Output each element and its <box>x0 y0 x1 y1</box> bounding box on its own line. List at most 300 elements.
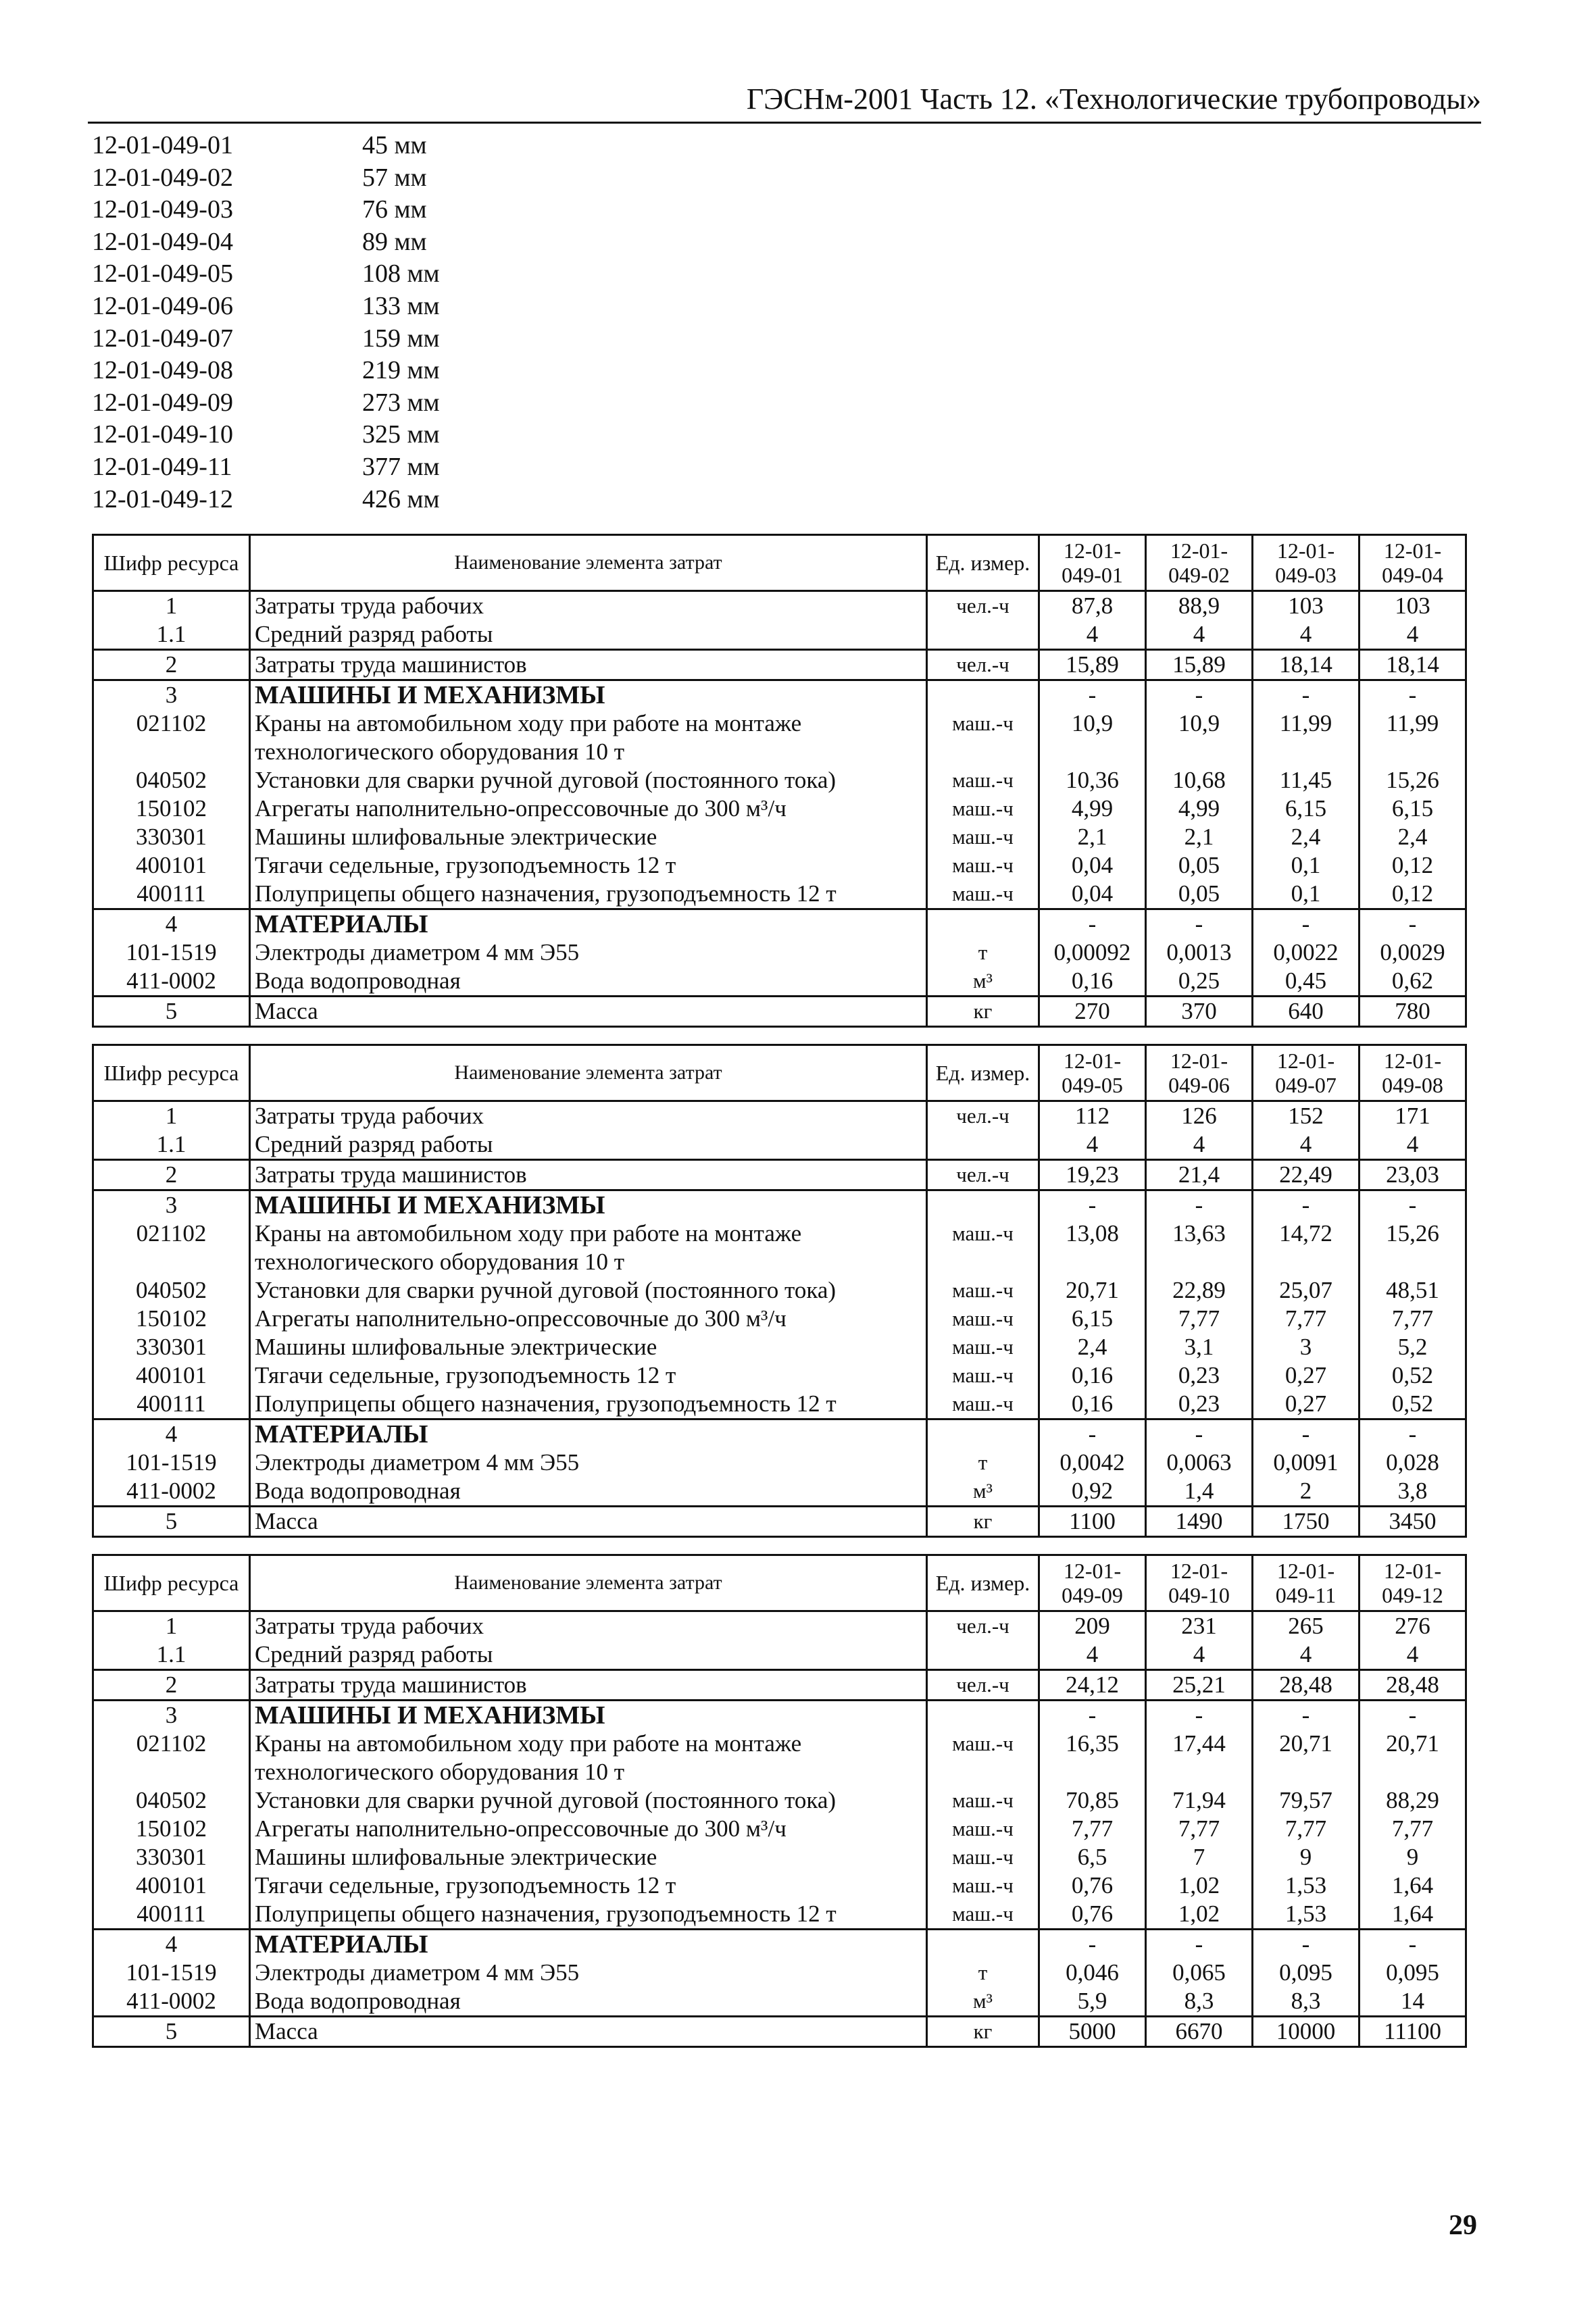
row-code: 400101 <box>93 1871 250 1900</box>
row-value: 11,99 <box>1253 709 1360 766</box>
table-row <box>93 1701 1466 1730</box>
row-name: Агрегаты наполнительно-опрессовочные до 300 м³/ч <box>250 1815 927 1843</box>
row-value: 23,03 <box>1360 1160 1466 1190</box>
row-value: 21,4 <box>1146 1160 1253 1190</box>
row-unit: маш.-ч <box>927 1361 1039 1390</box>
row-name: Машины шлифовальные электрические <box>250 823 927 851</box>
header-column-code: 12-01-049-08 <box>1360 1045 1466 1101</box>
row-name: МАТЕРИАЛЫ <box>250 909 927 939</box>
row-value: 13,63 <box>1146 1219 1253 1276</box>
row-unit: маш.-ч <box>927 1219 1039 1276</box>
row-value: 0,028 <box>1360 1449 1466 1477</box>
row-name: Средний разряд работы <box>250 1130 927 1160</box>
header-name: Наименование элемента затрат <box>250 535 927 591</box>
row-name: Полуприцепы общего назначения, грузоподъемность 12 т <box>250 880 927 909</box>
row-value: 10,68 <box>1146 766 1253 795</box>
header-name: Наименование элемента затрат <box>250 1045 927 1101</box>
table-row <box>93 1611 1466 1641</box>
row-value: 15,89 <box>1039 650 1146 680</box>
row-name: Вода водопроводная <box>250 1477 927 1507</box>
row-unit <box>927 680 1039 710</box>
row-value: - <box>1253 1419 1360 1449</box>
row-unit: т <box>927 938 1039 967</box>
table-row <box>93 1959 1466 1987</box>
row-value: 0,16 <box>1039 1361 1146 1390</box>
row-value: 0,05 <box>1146 851 1253 880</box>
row-value: 4 <box>1146 1640 1253 1670</box>
resource-table <box>92 1554 1467 2048</box>
row-value: 0,52 <box>1360 1390 1466 1419</box>
row-value: 231 <box>1146 1611 1253 1641</box>
table-row <box>93 1130 1466 1160</box>
range-size: 273 мм <box>362 388 440 417</box>
row-unit: маш.-ч <box>927 1843 1039 1871</box>
row-value: 9 <box>1360 1843 1466 1871</box>
range-row <box>92 258 440 291</box>
row-value: 5,9 <box>1039 1987 1146 2017</box>
range-size: 108 мм <box>362 259 440 288</box>
row-unit: маш.-ч <box>927 1815 1039 1843</box>
row-code: 2 <box>93 1160 250 1190</box>
row-value: 0,23 <box>1146 1361 1253 1390</box>
row-code: 1 <box>93 1611 250 1641</box>
row-code: 4 <box>93 1419 250 1449</box>
running-header <box>88 68 1481 124</box>
header-code: Шифр ресурса <box>93 1555 250 1611</box>
row-name: МАШИНЫ И МЕХАНИЗМЫ <box>250 1701 927 1730</box>
row-value: 6,15 <box>1039 1305 1146 1333</box>
row-value: 1,02 <box>1146 1871 1253 1900</box>
row-value: 265 <box>1253 1611 1360 1641</box>
row-value: 780 <box>1360 997 1466 1027</box>
row-value: 4 <box>1146 1130 1253 1160</box>
row-value: 8,3 <box>1146 1987 1253 2017</box>
row-code: 1.1 <box>93 1130 250 1160</box>
range-code: 12-01-049-11 <box>92 452 232 481</box>
row-unit <box>927 1701 1039 1730</box>
row-code: 150102 <box>93 795 250 823</box>
row-unit <box>927 1640 1039 1670</box>
row-value: 20,71 <box>1360 1730 1466 1786</box>
range-code: 12-01-049-08 <box>92 356 233 385</box>
row-name: Тягачи седельные, грузоподъемность 12 т <box>250 1871 927 1900</box>
row-code: 021102 <box>93 1219 250 1276</box>
header-unit: Ед. измер. <box>927 535 1039 591</box>
row-name: Тягачи седельные, грузоподъемность 12 т <box>250 1361 927 1390</box>
range-code: 12-01-049-05 <box>92 259 233 288</box>
row-value: 8,3 <box>1253 1987 1360 2017</box>
header-name: Наименование элемента затрат <box>250 1555 927 1611</box>
row-unit: маш.-ч <box>927 880 1039 909</box>
header-column-code: 12-01-049-01 <box>1039 535 1146 591</box>
row-name: Электроды диаметром 4 мм Э55 <box>250 938 927 967</box>
row-value: 88,29 <box>1360 1786 1466 1815</box>
row-value: 1,64 <box>1360 1900 1466 1930</box>
range-row <box>92 162 440 195</box>
row-value: 209 <box>1039 1611 1146 1641</box>
row-value: 4 <box>1360 620 1466 650</box>
row-value: 1,53 <box>1253 1900 1360 1930</box>
header-column-code: 12-01-049-07 <box>1253 1045 1360 1101</box>
row-unit: маш.-ч <box>927 1390 1039 1419</box>
header-unit: Ед. измер. <box>927 1045 1039 1101</box>
range-size: 426 мм <box>362 484 440 513</box>
row-value: 126 <box>1146 1101 1253 1131</box>
row-value: 3 <box>1253 1333 1360 1361</box>
row-code: 5 <box>93 2017 250 2047</box>
table-row <box>93 1843 1466 1871</box>
row-value: 9 <box>1253 1843 1360 1871</box>
row-value: 1,02 <box>1146 1900 1253 1930</box>
range-size: 45 мм <box>362 131 427 159</box>
row-value: 276 <box>1360 1611 1466 1641</box>
row-value: 7,77 <box>1146 1815 1253 1843</box>
table-row <box>93 766 1466 795</box>
row-value: 71,94 <box>1146 1786 1253 1815</box>
row-value: 16,35 <box>1039 1730 1146 1786</box>
row-name: Машины шлифовальные электрические <box>250 1333 927 1361</box>
range-code: 12-01-049-09 <box>92 388 233 417</box>
row-value: 7,77 <box>1360 1815 1466 1843</box>
row-value: 0,1 <box>1253 851 1360 880</box>
row-value: 28,48 <box>1360 1670 1466 1701</box>
range-row <box>92 226 440 259</box>
row-value: 20,71 <box>1039 1276 1146 1305</box>
table-row <box>93 1276 1466 1305</box>
row-unit: т <box>927 1959 1039 1987</box>
row-unit: маш.-ч <box>927 1900 1039 1930</box>
row-unit: м³ <box>927 967 1039 997</box>
row-value: 17,44 <box>1146 1730 1253 1786</box>
resource-table <box>92 1044 1467 1538</box>
table-header-row <box>93 1045 1466 1101</box>
row-value: 640 <box>1253 997 1360 1027</box>
row-unit: маш.-ч <box>927 823 1039 851</box>
row-value: 4 <box>1146 620 1253 650</box>
row-unit: чел.-ч <box>927 1101 1039 1131</box>
row-unit: м³ <box>927 1477 1039 1507</box>
row-name: МАТЕРИАЛЫ <box>250 1930 927 1959</box>
row-code: 150102 <box>93 1815 250 1843</box>
range-row <box>92 355 440 387</box>
range-list <box>92 130 440 515</box>
row-value: 0,0013 <box>1146 938 1253 967</box>
row-code: 330301 <box>93 1333 250 1361</box>
row-name: Краны на автомобильном ходу при работе на монтаже технологического оборудования 10 т <box>250 1730 927 1786</box>
row-unit: кг <box>927 997 1039 1027</box>
table-row <box>93 1900 1466 1930</box>
range-size: 89 мм <box>362 227 427 256</box>
row-value: 0,76 <box>1039 1900 1146 1930</box>
row-value: 103 <box>1360 591 1466 621</box>
row-value: 0,0042 <box>1039 1449 1146 1477</box>
row-unit <box>927 1130 1039 1160</box>
row-value: 0,04 <box>1039 880 1146 909</box>
row-value: 15,26 <box>1360 766 1466 795</box>
table-row <box>93 1815 1466 1843</box>
range-size: 133 мм <box>362 291 440 320</box>
row-name: Агрегаты наполнительно-опрессовочные до 300 м³/ч <box>250 1305 927 1333</box>
row-unit: маш.-ч <box>927 1276 1039 1305</box>
row-value: 6,5 <box>1039 1843 1146 1871</box>
row-name: Масса <box>250 2017 927 2047</box>
row-name: Затраты труда машинистов <box>250 1160 927 1190</box>
row-value: 48,51 <box>1360 1276 1466 1305</box>
row-value: 270 <box>1039 997 1146 1027</box>
row-name: Электроды диаметром 4 мм Э55 <box>250 1959 927 1987</box>
header-code: Шифр ресурса <box>93 1045 250 1101</box>
table-row <box>93 1305 1466 1333</box>
row-value: - <box>1360 1190 1466 1220</box>
table-row <box>93 1101 1466 1131</box>
row-value: 88,9 <box>1146 591 1253 621</box>
row-name: Затраты труда рабочих <box>250 1611 927 1641</box>
header-column-code: 12-01-049-05 <box>1039 1045 1146 1101</box>
range-code: 12-01-049-07 <box>92 324 233 353</box>
table-row <box>93 1190 1466 1220</box>
range-code: 12-01-049-02 <box>92 163 233 192</box>
row-value: 14,72 <box>1253 1219 1360 1276</box>
row-code: 400111 <box>93 1900 250 1930</box>
range-size: 57 мм <box>362 163 427 192</box>
header-column-code: 12-01-049-10 <box>1146 1555 1253 1611</box>
range-row <box>92 451 440 484</box>
row-value: 24,12 <box>1039 1670 1146 1701</box>
row-value: - <box>1253 680 1360 710</box>
row-code: 040502 <box>93 1276 250 1305</box>
row-code: 101-1519 <box>93 938 250 967</box>
row-value: 7 <box>1146 1843 1253 1871</box>
row-value: 1750 <box>1253 1507 1360 1537</box>
row-value: 0,16 <box>1039 967 1146 997</box>
row-name: Вода водопроводная <box>250 967 927 997</box>
row-code: 411-0002 <box>93 967 250 997</box>
row-unit <box>927 1419 1039 1449</box>
row-value: 11,99 <box>1360 709 1466 766</box>
row-value: 25,07 <box>1253 1276 1360 1305</box>
row-name: Установки для сварки ручной дуговой (постоянного тока) <box>250 1786 927 1815</box>
row-value: 1,4 <box>1146 1477 1253 1507</box>
row-value: - <box>1360 909 1466 939</box>
range-size: 377 мм <box>362 452 440 481</box>
row-value: 4,99 <box>1146 795 1253 823</box>
row-value: 0,12 <box>1360 851 1466 880</box>
table-row <box>93 1871 1466 1900</box>
row-name: Электроды диаметром 4 мм Э55 <box>250 1449 927 1477</box>
row-value: 0,12 <box>1360 880 1466 909</box>
row-value: 370 <box>1146 997 1253 1027</box>
row-value: 2,4 <box>1360 823 1466 851</box>
range-row <box>92 194 440 226</box>
table-row <box>93 1507 1466 1537</box>
table-row <box>93 795 1466 823</box>
row-name: Затраты труда рабочих <box>250 591 927 621</box>
row-value: - <box>1253 1930 1360 1959</box>
row-value: 22,49 <box>1253 1160 1360 1190</box>
row-value: 0,92 <box>1039 1477 1146 1507</box>
row-code: 1 <box>93 1101 250 1131</box>
row-code: 411-0002 <box>93 1987 250 2017</box>
row-value: 18,14 <box>1253 650 1360 680</box>
row-value: - <box>1253 909 1360 939</box>
table-row <box>93 1730 1466 1786</box>
header-column-code: 12-01-049-11 <box>1253 1555 1360 1611</box>
row-value: 4 <box>1360 1130 1466 1160</box>
row-unit: чел.-ч <box>927 650 1039 680</box>
table-row <box>93 1219 1466 1276</box>
table-row <box>93 709 1466 766</box>
table-row <box>93 880 1466 909</box>
row-value: 0,52 <box>1360 1361 1466 1390</box>
row-unit: т <box>927 1449 1039 1477</box>
table-row <box>93 1390 1466 1419</box>
row-value: 4 <box>1253 620 1360 650</box>
header-column-code: 12-01-049-09 <box>1039 1555 1146 1611</box>
row-value: 3,8 <box>1360 1477 1466 1507</box>
row-value: - <box>1146 1930 1253 1959</box>
row-name: Масса <box>250 997 927 1027</box>
row-unit: маш.-ч <box>927 1730 1039 1786</box>
row-value: 103 <box>1253 591 1360 621</box>
table-row <box>93 1477 1466 1507</box>
row-code: 040502 <box>93 1786 250 1815</box>
row-value: 2 <box>1253 1477 1360 1507</box>
range-size: 325 мм <box>362 420 440 449</box>
row-unit <box>927 1930 1039 1959</box>
header-column-code: 12-01-049-12 <box>1360 1555 1466 1611</box>
table-row <box>93 1987 1466 2017</box>
row-value: 3,1 <box>1146 1333 1253 1361</box>
row-value: 10,9 <box>1039 709 1146 766</box>
row-value: - <box>1253 1190 1360 1220</box>
row-value: 4,99 <box>1039 795 1146 823</box>
row-code: 2 <box>93 1670 250 1701</box>
range-code: 12-01-049-10 <box>92 420 233 449</box>
row-code: 021102 <box>93 709 250 766</box>
table-row <box>93 1333 1466 1361</box>
table-row <box>93 2017 1466 2047</box>
row-name: Установки для сварки ручной дуговой (постоянного тока) <box>250 1276 927 1305</box>
table-row <box>93 967 1466 997</box>
row-name: Затраты труда машинистов <box>250 650 927 680</box>
row-value: 0,0063 <box>1146 1449 1253 1477</box>
row-unit <box>927 1190 1039 1220</box>
row-value: - <box>1039 1701 1146 1730</box>
row-value: - <box>1039 909 1146 939</box>
header-unit: Ед. измер. <box>927 1555 1039 1611</box>
row-name: Полуприцепы общего назначения, грузоподъемность 12 т <box>250 1390 927 1419</box>
row-code: 400101 <box>93 1361 250 1390</box>
row-name: Затраты труда машинистов <box>250 1670 927 1701</box>
row-value: - <box>1360 680 1466 710</box>
table-row <box>93 1640 1466 1670</box>
row-value: 0,1 <box>1253 880 1360 909</box>
range-size: 76 мм <box>362 195 427 224</box>
range-code: 12-01-049-04 <box>92 227 233 256</box>
row-unit <box>927 909 1039 939</box>
row-value: - <box>1360 1419 1466 1449</box>
table-header-row <box>93 535 1466 591</box>
row-name: МАШИНЫ И МЕХАНИЗМЫ <box>250 680 927 710</box>
table-row <box>93 1449 1466 1477</box>
row-value: 4 <box>1253 1130 1360 1160</box>
row-value: 11,45 <box>1253 766 1360 795</box>
row-value: - <box>1039 1930 1146 1959</box>
row-value: 10,9 <box>1146 709 1253 766</box>
row-value: 4 <box>1039 1130 1146 1160</box>
row-value: 28,48 <box>1253 1670 1360 1701</box>
row-unit: кг <box>927 2017 1039 2047</box>
row-value: 5,2 <box>1360 1333 1466 1361</box>
row-value: 3450 <box>1360 1507 1466 1537</box>
row-unit: чел.-ч <box>927 591 1039 621</box>
table-row <box>93 823 1466 851</box>
row-unit: маш.-ч <box>927 766 1039 795</box>
row-code: 3 <box>93 680 250 710</box>
row-unit: маш.-ч <box>927 709 1039 766</box>
row-code: 150102 <box>93 1305 250 1333</box>
row-name: МАШИНЫ И МЕХАНИЗМЫ <box>250 1190 927 1220</box>
row-code: 1.1 <box>93 1640 250 1670</box>
row-unit: маш.-ч <box>927 795 1039 823</box>
row-code: 5 <box>93 1507 250 1537</box>
range-row <box>92 419 440 451</box>
row-value: 0,62 <box>1360 967 1466 997</box>
row-value: - <box>1039 1419 1146 1449</box>
row-value: 10,36 <box>1039 766 1146 795</box>
row-value: 15,26 <box>1360 1219 1466 1276</box>
range-row <box>92 130 440 162</box>
row-value: 1100 <box>1039 1507 1146 1537</box>
row-value: - <box>1146 1419 1253 1449</box>
row-value: 0,25 <box>1146 967 1253 997</box>
range-row <box>92 291 440 323</box>
row-value: 0,095 <box>1253 1959 1360 1987</box>
row-unit: маш.-ч <box>927 1305 1039 1333</box>
table-header-row <box>93 1555 1466 1611</box>
page-number: 29 <box>1449 2210 1477 2241</box>
row-value: 2,4 <box>1253 823 1360 851</box>
table-row <box>93 1670 1466 1701</box>
range-code: 12-01-049-01 <box>92 131 233 159</box>
row-value: 2,1 <box>1039 823 1146 851</box>
row-value: 0,095 <box>1360 1959 1466 1987</box>
row-value: 7,77 <box>1253 1815 1360 1843</box>
row-code: 2 <box>93 650 250 680</box>
table-row <box>93 851 1466 880</box>
table-row <box>93 909 1466 939</box>
row-code: 1 <box>93 591 250 621</box>
row-value: 10000 <box>1253 2017 1360 2047</box>
range-row <box>92 323 440 355</box>
row-value: 152 <box>1253 1101 1360 1131</box>
row-unit: чел.-ч <box>927 1611 1039 1641</box>
row-value: 2,1 <box>1146 823 1253 851</box>
row-unit: маш.-ч <box>927 1333 1039 1361</box>
header-column-code: 12-01-049-06 <box>1146 1045 1253 1101</box>
row-value: 1,64 <box>1360 1871 1466 1900</box>
row-value: 0,27 <box>1253 1390 1360 1419</box>
row-value: 0,04 <box>1039 851 1146 880</box>
row-code: 400111 <box>93 880 250 909</box>
row-value: 6,15 <box>1253 795 1360 823</box>
row-value: - <box>1360 1930 1466 1959</box>
table-row <box>93 1160 1466 1190</box>
row-code: 411-0002 <box>93 1477 250 1507</box>
row-unit: маш.-ч <box>927 1871 1039 1900</box>
row-value: 20,71 <box>1253 1730 1360 1786</box>
row-value: 15,89 <box>1146 650 1253 680</box>
